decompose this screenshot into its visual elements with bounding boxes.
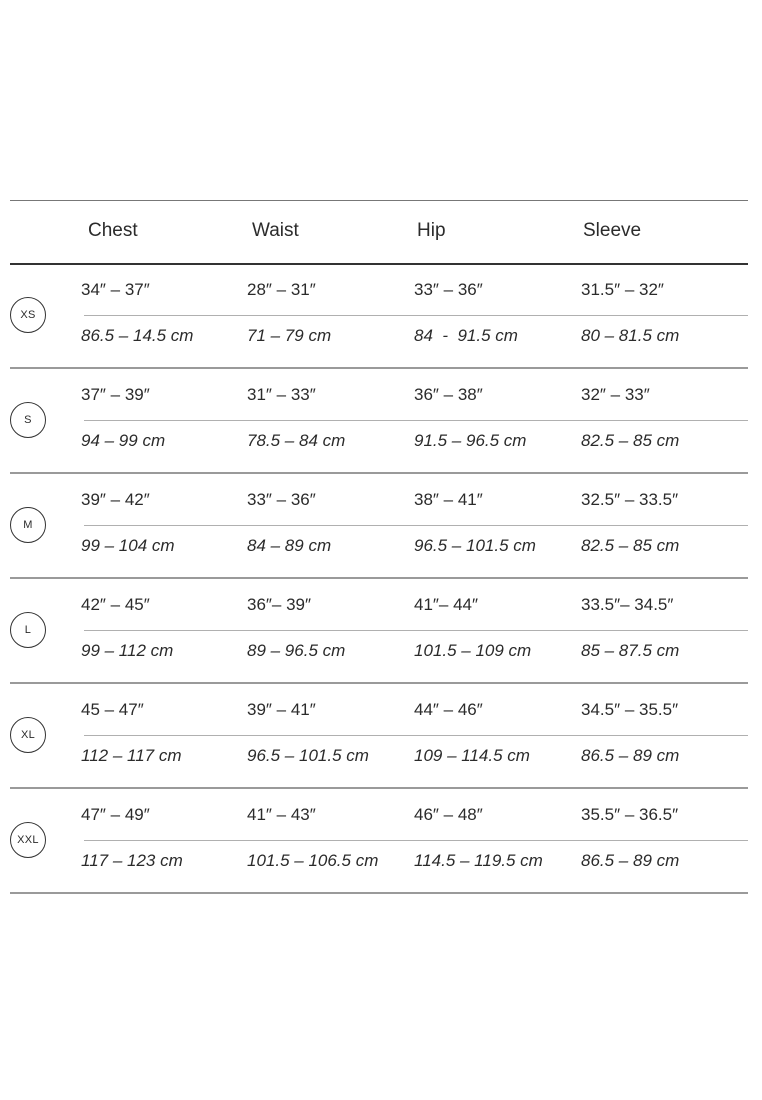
chest-centimeters: 99 – 112 cm [81, 641, 174, 660]
chest-inches: 45 – 47″ [81, 700, 144, 719]
hip-centimeters: 91.5 – 96.5 cm [414, 431, 527, 450]
unit-divider [84, 420, 748, 421]
unit-divider [84, 525, 748, 526]
waist-centimeters: 84 – 89 cm [247, 536, 332, 555]
size-badge: XXL [10, 822, 46, 858]
sleeve-inches: 35.5″ – 36.5″ [581, 805, 679, 824]
sleeve-centimeters: 82.5 – 85 cm [581, 431, 680, 450]
unit-divider [84, 735, 748, 736]
size-badge: XS [10, 297, 46, 333]
hip-inches: 36″ – 38″ [414, 385, 483, 404]
hip-inches: 41″– 44″ [414, 595, 479, 614]
unit-divider [84, 315, 748, 316]
sleeve-inches: 34.5″ – 35.5″ [581, 700, 679, 719]
size-row-xxl [10, 789, 748, 894]
sleeve-centimeters: 86.5 – 89 cm [581, 746, 680, 765]
sleeve-inches: 31.5″ – 32″ [581, 280, 664, 299]
chest-centimeters: 94 – 99 cm [81, 431, 166, 450]
size-row-m [10, 474, 748, 579]
sleeve-centimeters: 85 – 87.5 cm [581, 641, 680, 660]
hip-centimeters: 114.5 – 119.5 cm [414, 851, 543, 870]
size-row-xl [10, 684, 748, 789]
size-badge: S [10, 402, 46, 438]
size-row-l [10, 579, 748, 684]
waist-inches: 39″ – 41″ [247, 700, 316, 719]
column-header-waist: Waist [252, 220, 299, 241]
waist-inches: 33″ – 36″ [247, 490, 316, 509]
unit-divider [84, 840, 748, 841]
row-divider [10, 892, 748, 894]
chest-inches: 37″ – 39″ [81, 385, 150, 404]
sleeve-inches: 33.5″– 34.5″ [581, 595, 674, 614]
size-badge: XL [10, 717, 46, 753]
column-header-sleeve: Sleeve [583, 220, 642, 241]
hip-inches: 33″ – 36″ [414, 280, 483, 299]
chest-centimeters: 86.5 – 14.5 cm [81, 326, 194, 345]
hip-centimeters: 101.5 – 109 cm [414, 641, 532, 660]
chest-inches: 39″ – 42″ [81, 490, 150, 509]
sleeve-centimeters: 80 – 81.5 cm [581, 326, 680, 345]
hip-centimeters: 96.5 – 101.5 cm [414, 536, 536, 555]
waist-inches: 36″– 39″ [247, 595, 312, 614]
chest-inches: 42″ – 45″ [81, 595, 150, 614]
sleeve-inches: 32″ – 33″ [581, 385, 650, 404]
chest-centimeters: 99 – 104 cm [81, 536, 175, 555]
waist-inches: 28″ – 31″ [247, 280, 316, 299]
waist-inches: 31″ – 33″ [247, 385, 316, 404]
sleeve-centimeters: 86.5 – 89 cm [581, 851, 680, 870]
sleeve-centimeters: 82.5 – 85 cm [581, 536, 680, 555]
waist-centimeters: 71 – 79 cm [247, 326, 332, 345]
size-badge: M [10, 507, 46, 543]
waist-centimeters: 89 – 96.5 cm [247, 641, 346, 660]
hip-centimeters: 109 – 114.5 cm [414, 746, 530, 765]
chest-centimeters: 112 – 117 cm [81, 746, 182, 765]
hip-inches: 44″ – 46″ [414, 700, 483, 719]
hip-inches: 46″ – 48″ [414, 805, 483, 824]
waist-centimeters: 96.5 – 101.5 cm [247, 746, 369, 765]
hip-inches: 38″ – 41″ [414, 490, 483, 509]
column-header-chest: Chest [88, 220, 138, 241]
size-row-xs [10, 264, 748, 369]
header-row [10, 201, 748, 263]
chest-centimeters: 117 – 123 cm [81, 851, 183, 870]
chest-inches: 47″ – 49″ [81, 805, 150, 824]
hip-centimeters: 84 - 91.5 cm [414, 326, 518, 345]
waist-centimeters: 101.5 – 106.5 cm [247, 851, 379, 870]
chest-inches: 34″ – 37″ [81, 280, 150, 299]
size-badge: L [10, 612, 46, 648]
column-header-hip: Hip [417, 220, 446, 241]
unit-divider [84, 630, 748, 631]
sleeve-inches: 32.5″ – 33.5″ [581, 490, 679, 509]
size-row-s [10, 369, 748, 474]
waist-centimeters: 78.5 – 84 cm [247, 431, 346, 450]
waist-inches: 41″ – 43″ [247, 805, 316, 824]
